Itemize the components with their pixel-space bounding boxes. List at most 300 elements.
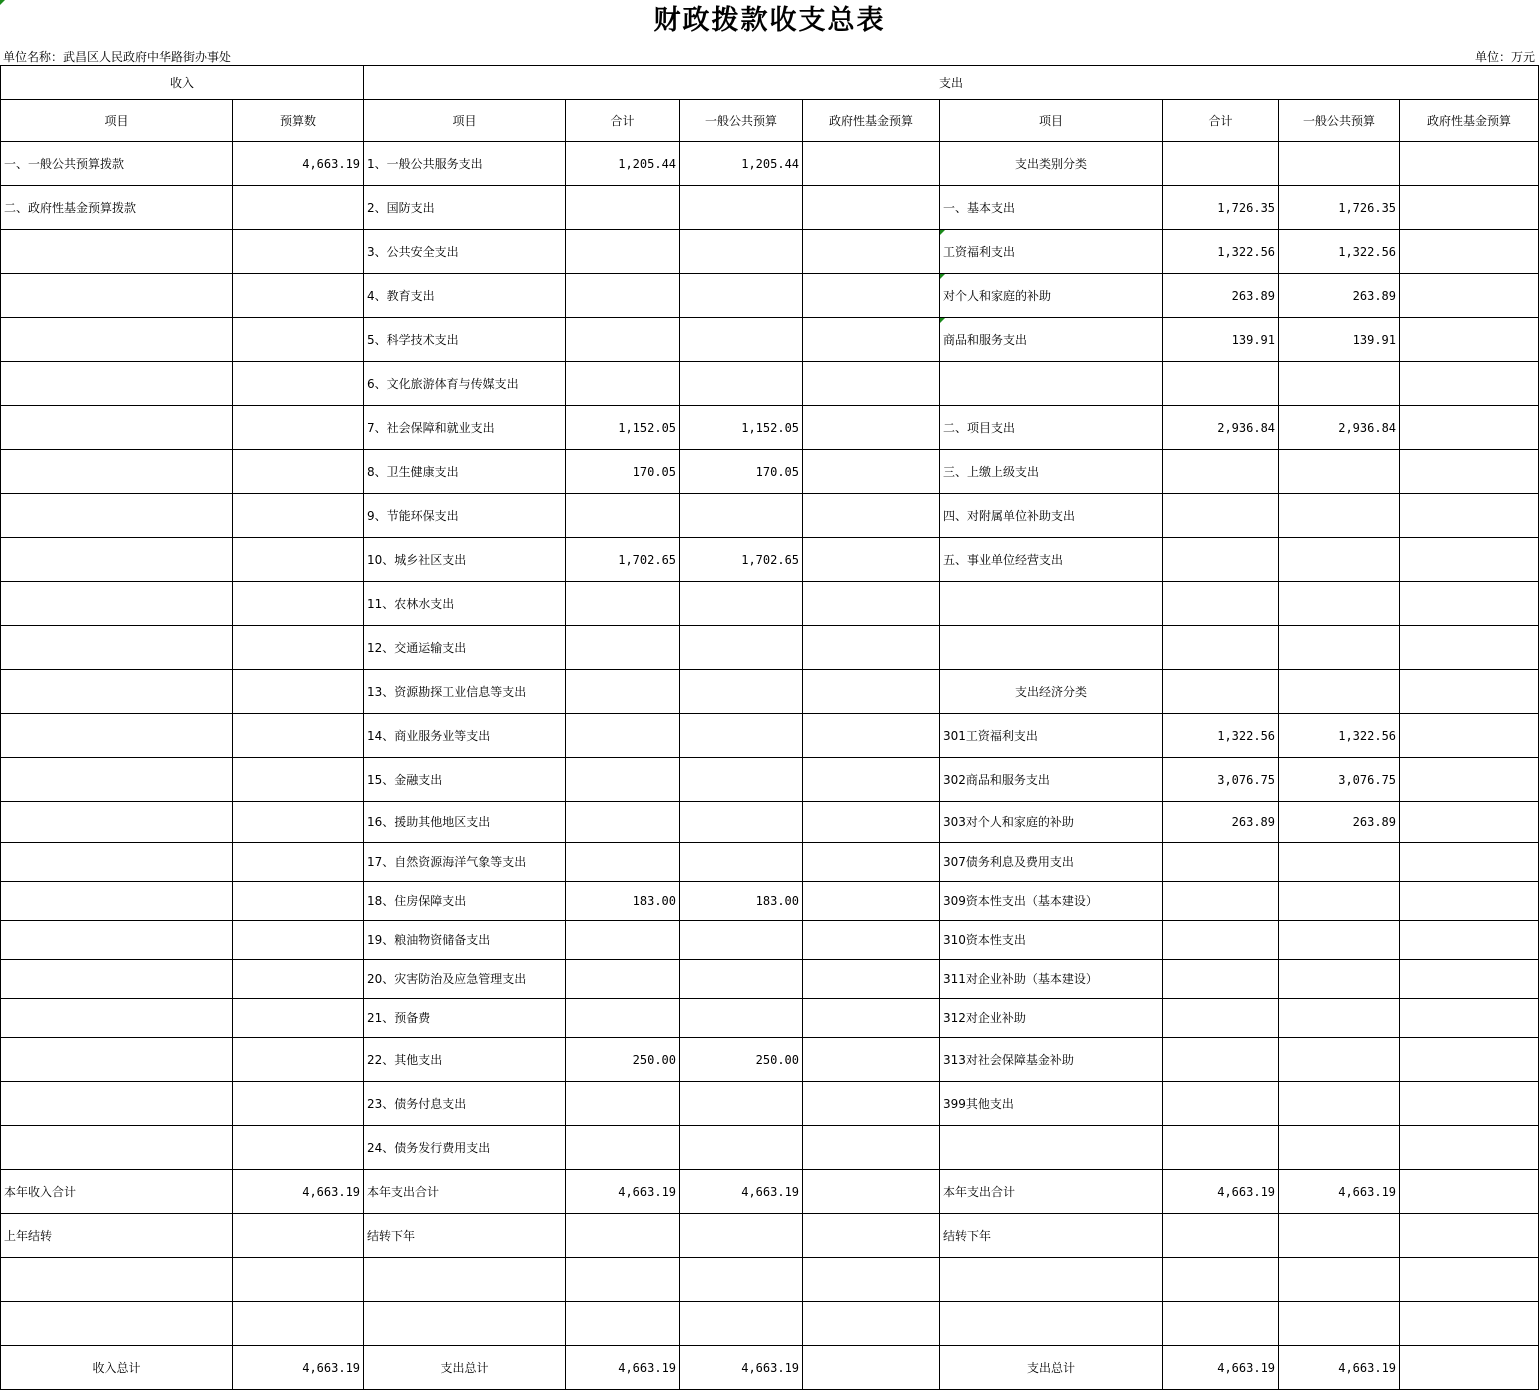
cell-a: [1, 1302, 233, 1346]
cell-a: [1, 802, 233, 843]
cell-b: [233, 921, 364, 960]
cell-c: 9、节能环保支出: [364, 494, 566, 538]
cell-e: [680, 802, 803, 843]
cell-e: [680, 274, 803, 318]
table-row: [1, 406, 1539, 450]
cell-b: 4,663.19: [233, 142, 364, 186]
cell-h: [1163, 626, 1279, 670]
cell-h: [1163, 450, 1279, 494]
expense-header: 支出: [364, 66, 1539, 100]
cell-a: [1, 1126, 233, 1170]
cell-g: 301工资福利支出: [940, 714, 1163, 758]
col-header: 项目: [1, 100, 233, 142]
cell-d: [566, 1126, 680, 1170]
cell-h: [1163, 582, 1279, 626]
cell-a: 收入总计: [1, 1346, 233, 1390]
cell-h: 4,663.19: [1163, 1170, 1279, 1214]
cell-j: [1400, 230, 1539, 274]
cell-c: 22、其他支出: [364, 1038, 566, 1082]
cell-f: [803, 882, 940, 921]
cell-a: [1, 670, 233, 714]
cell-c: 10、城乡社区支出: [364, 538, 566, 582]
table-row: [1, 274, 1539, 318]
cell-a: [1, 406, 233, 450]
col-header: 预算数: [233, 100, 364, 142]
cell-b: [233, 1082, 364, 1126]
cell-j: [1400, 538, 1539, 582]
cell-g: 二、项目支出: [940, 406, 1163, 450]
cell-j: [1400, 1038, 1539, 1082]
col-header: 一般公共预算: [680, 100, 803, 142]
cell-h: 1,726.35: [1163, 186, 1279, 230]
cell-d: 1,152.05: [566, 406, 680, 450]
cell-h: 2,936.84: [1163, 406, 1279, 450]
cell-g: 309资本性支出（基本建设）: [940, 882, 1163, 921]
cell-b: [233, 999, 364, 1038]
cell-g: 三、上缴上级支出: [940, 450, 1163, 494]
table-row: [1, 714, 1539, 758]
cell-g: [940, 582, 1163, 626]
cell-h: 263.89: [1163, 274, 1279, 318]
cell-a: [1, 882, 233, 921]
cell-g: 工资福利支出: [940, 230, 1163, 274]
cell-g: [940, 626, 1163, 670]
cell-g: 307债务利息及费用支出: [940, 843, 1163, 882]
cell-c: 23、债务付息支出: [364, 1082, 566, 1126]
cell-g: 311对企业补助（基本建设）: [940, 960, 1163, 999]
cell-c: 支出总计: [364, 1346, 566, 1390]
cell-i: 139.91: [1279, 318, 1400, 362]
cell-b: [233, 1126, 364, 1170]
cell-g: 商品和服务支出: [940, 318, 1163, 362]
cell-j: [1400, 362, 1539, 406]
cell-b: [233, 582, 364, 626]
cell-c: 15、金融支出: [364, 758, 566, 802]
cell-f: [803, 843, 940, 882]
cell-g: 302商品和服务支出: [940, 758, 1163, 802]
table-row: [1, 921, 1539, 960]
cell-j: [1400, 670, 1539, 714]
cell-e: [680, 1126, 803, 1170]
header-row-columns: [1, 100, 1539, 142]
cell-f: [803, 1082, 940, 1126]
col-header: 项目: [940, 100, 1163, 142]
cell-h: 263.89: [1163, 802, 1279, 843]
cell-i: [1279, 450, 1400, 494]
cell-d: [566, 274, 680, 318]
cell-h: [1163, 538, 1279, 582]
cell-h: [1163, 142, 1279, 186]
cell-a: [1, 274, 233, 318]
cell-e: [680, 1258, 803, 1302]
cell-g: 支出总计: [940, 1346, 1163, 1390]
cell-h: [1163, 960, 1279, 999]
cell-f: [803, 714, 940, 758]
cell-h: [1163, 1302, 1279, 1346]
cell-c: 14、商业服务业等支出: [364, 714, 566, 758]
cell-e: 170.05: [680, 450, 803, 494]
cell-h: [1163, 843, 1279, 882]
cell-a: [1, 999, 233, 1038]
cell-b: [233, 318, 364, 362]
cell-g: 313对社会保障基金补助: [940, 1038, 1163, 1082]
cell-i: 2,936.84: [1279, 406, 1400, 450]
cell-d: [566, 843, 680, 882]
cell-e: 4,663.19: [680, 1170, 803, 1214]
col-header: 合计: [566, 100, 680, 142]
cell-j: [1400, 1346, 1539, 1390]
cell-a: [1, 921, 233, 960]
cell-g: [940, 362, 1163, 406]
budget-table: [0, 65, 1539, 1390]
cell-d: [566, 1258, 680, 1302]
cell-c: 19、粮油物资储备支出: [364, 921, 566, 960]
table-row: [1, 1038, 1539, 1082]
cell-i: 1,726.35: [1279, 186, 1400, 230]
cell-h: [1163, 1082, 1279, 1126]
cell-j: [1400, 1214, 1539, 1258]
cell-d: 170.05: [566, 450, 680, 494]
cell-c: 13、资源勘探工业信息等支出: [364, 670, 566, 714]
cell-g: 303对个人和家庭的补助: [940, 802, 1163, 843]
cell-a: 一、一般公共预算拨款: [1, 142, 233, 186]
cell-a: [1, 318, 233, 362]
cell-h: 1,322.56: [1163, 230, 1279, 274]
cell-i: [1279, 494, 1400, 538]
cell-e: [680, 186, 803, 230]
cell-h: 139.91: [1163, 318, 1279, 362]
cell-g: 支出类别分类: [940, 142, 1163, 186]
cell-e: [680, 582, 803, 626]
cell-j: [1400, 999, 1539, 1038]
cell-i: 3,076.75: [1279, 758, 1400, 802]
cell-d: [566, 626, 680, 670]
cell-b: [233, 626, 364, 670]
cell-g: 一、基本支出: [940, 186, 1163, 230]
header-row-group: [1, 66, 1539, 100]
cell-c: 本年支出合计: [364, 1170, 566, 1214]
cell-j: [1400, 843, 1539, 882]
cell-b: [233, 538, 364, 582]
cell-c: 24、债务发行费用支出: [364, 1126, 566, 1170]
table-row: [1, 450, 1539, 494]
cell-c: 18、住房保障支出: [364, 882, 566, 921]
cell-i: [1279, 1038, 1400, 1082]
cell-g: 支出经济分类: [940, 670, 1163, 714]
cell-f: [803, 230, 940, 274]
cell-e: [680, 1082, 803, 1126]
cell-e: [680, 362, 803, 406]
cell-a: [1, 538, 233, 582]
col-header: 合计: [1163, 100, 1279, 142]
cell-h: [1163, 362, 1279, 406]
cell-b: 4,663.19: [233, 1170, 364, 1214]
cell-e: 1,205.44: [680, 142, 803, 186]
cell-d: [566, 186, 680, 230]
cell-e: [680, 1214, 803, 1258]
cell-f: [803, 538, 940, 582]
cell-i: [1279, 999, 1400, 1038]
table-row: [1, 1302, 1539, 1346]
cell-d: [566, 999, 680, 1038]
cell-f: [803, 142, 940, 186]
cell-a: [1, 626, 233, 670]
cell-c: 2、国防支出: [364, 186, 566, 230]
cell-g: 本年支出合计: [940, 1170, 1163, 1214]
cell-j: [1400, 142, 1539, 186]
cell-c: 4、教育支出: [364, 274, 566, 318]
cell-d: 1,205.44: [566, 142, 680, 186]
cell-f: [803, 1346, 940, 1390]
cell-f: [803, 670, 940, 714]
cell-d: [566, 230, 680, 274]
cell-c: 结转下年: [364, 1214, 566, 1258]
cell-a: [1, 230, 233, 274]
unit-name: 单位名称：武昌区人民政府中华路街办事处: [3, 50, 232, 64]
cell-c: 21、预备费: [364, 999, 566, 1038]
cell-c: 11、农林水支出: [364, 582, 566, 626]
cell-e: 1,702.65: [680, 538, 803, 582]
cell-b: [233, 802, 364, 843]
cell-a: [1, 362, 233, 406]
cell-f: [803, 626, 940, 670]
cell-d: [566, 1214, 680, 1258]
cell-f: [803, 1126, 940, 1170]
cell-i: [1279, 1082, 1400, 1126]
cell-f: [803, 450, 940, 494]
cell-b: [233, 960, 364, 999]
col-header: 政府性基金预算: [803, 100, 940, 142]
cell-b: [233, 714, 364, 758]
cell-i: [1279, 142, 1400, 186]
cell-d: [566, 921, 680, 960]
cell-a: [1, 1258, 233, 1302]
cell-j: [1400, 960, 1539, 999]
cell-b: [233, 406, 364, 450]
cell-f: [803, 1170, 940, 1214]
cell-j: [1400, 450, 1539, 494]
table-row: [1, 1258, 1539, 1302]
cell-h: [1163, 921, 1279, 960]
col-header: 一般公共预算: [1279, 100, 1400, 142]
cell-c: [364, 1302, 566, 1346]
table-row: [1, 494, 1539, 538]
cell-d: 1,702.65: [566, 538, 680, 582]
cell-d: 4,663.19: [566, 1170, 680, 1214]
cell-e: [680, 230, 803, 274]
cell-j: [1400, 186, 1539, 230]
table-row: [1, 1214, 1539, 1258]
cell-i: [1279, 1126, 1400, 1170]
cell-a: [1, 494, 233, 538]
cell-h: [1163, 1038, 1279, 1082]
cell-a: 本年收入合计: [1, 1170, 233, 1214]
cell-c: 7、社会保障和就业支出: [364, 406, 566, 450]
cell-b: [233, 274, 364, 318]
cell-a: 上年结转: [1, 1214, 233, 1258]
cell-g: 310资本性支出: [940, 921, 1163, 960]
cell-d: [566, 494, 680, 538]
cell-g: 312对企业补助: [940, 999, 1163, 1038]
cell-b: [233, 843, 364, 882]
cell-f: [803, 802, 940, 843]
cell-b: [233, 230, 364, 274]
cell-e: [680, 843, 803, 882]
cell-e: [680, 921, 803, 960]
cell-g: 结转下年: [940, 1214, 1163, 1258]
cell-a: [1, 843, 233, 882]
cell-b: [233, 1038, 364, 1082]
table-row: [1, 670, 1539, 714]
cell-h: [1163, 670, 1279, 714]
cell-i: 4,663.19: [1279, 1346, 1400, 1390]
cell-c: 1、一般公共服务支出: [364, 142, 566, 186]
cell-d: 250.00: [566, 1038, 680, 1082]
table-row: [1, 802, 1539, 843]
cell-a: [1, 758, 233, 802]
table-row: [1, 582, 1539, 626]
cell-g: [940, 1126, 1163, 1170]
cell-f: [803, 582, 940, 626]
cell-a: [1, 582, 233, 626]
cell-h: 3,076.75: [1163, 758, 1279, 802]
cell-c: 8、卫生健康支出: [364, 450, 566, 494]
cell-c: 6、文化旅游体育与传媒支出: [364, 362, 566, 406]
cell-i: [1279, 1258, 1400, 1302]
cell-e: [680, 999, 803, 1038]
cell-j: [1400, 494, 1539, 538]
table-row: [1, 626, 1539, 670]
cell-d: 4,663.19: [566, 1346, 680, 1390]
cell-f: [803, 999, 940, 1038]
table-row: [1, 843, 1539, 882]
cell-e: [680, 960, 803, 999]
cell-f: [803, 758, 940, 802]
unit-label: 单位：万元: [1474, 50, 1535, 64]
cell-b: [233, 758, 364, 802]
cell-i: [1279, 670, 1400, 714]
cell-d: [566, 714, 680, 758]
table-row: [1, 1170, 1539, 1214]
cell-g: 399其他支出: [940, 1082, 1163, 1126]
cell-b: 4,663.19: [233, 1346, 364, 1390]
cell-j: [1400, 406, 1539, 450]
cell-a: [1, 960, 233, 999]
cell-h: [1163, 999, 1279, 1038]
cell-i: [1279, 921, 1400, 960]
cell-j: [1400, 714, 1539, 758]
cell-i: [1279, 960, 1400, 999]
cell-h: [1163, 1258, 1279, 1302]
cell-j: [1400, 1302, 1539, 1346]
table-row: [1, 882, 1539, 921]
table-row: [1, 186, 1539, 230]
cell-c: 16、援助其他地区支出: [364, 802, 566, 843]
cell-h: [1163, 1126, 1279, 1170]
page-title: 财政拨款收支总表: [653, 5, 886, 36]
cell-d: [566, 802, 680, 843]
cell-e: [680, 670, 803, 714]
cell-i: 1,322.56: [1279, 230, 1400, 274]
cell-f: [803, 318, 940, 362]
cell-g: 四、对附属单位补助支出: [940, 494, 1163, 538]
cell-i: 4,663.19: [1279, 1170, 1400, 1214]
cell-j: [1400, 1258, 1539, 1302]
cell-b: [233, 362, 364, 406]
cell-j: [1400, 802, 1539, 843]
table-row: [1, 230, 1539, 274]
cell-j: [1400, 882, 1539, 921]
cell-h: [1163, 494, 1279, 538]
table-row: [1, 1126, 1539, 1170]
cell-d: [566, 758, 680, 802]
cell-i: [1279, 882, 1400, 921]
table-row: [1, 1346, 1539, 1390]
cell-e: [680, 494, 803, 538]
cell-e: [680, 626, 803, 670]
cell-j: [1400, 1126, 1539, 1170]
cell-f: [803, 1302, 940, 1346]
cell-j: [1400, 758, 1539, 802]
cell-f: [803, 362, 940, 406]
cell-g: [940, 1302, 1163, 1346]
cell-g: 五、事业单位经营支出: [940, 538, 1163, 582]
cell-e: 1,152.05: [680, 406, 803, 450]
cell-c: [364, 1258, 566, 1302]
cell-i: [1279, 626, 1400, 670]
cell-d: [566, 362, 680, 406]
cell-f: [803, 960, 940, 999]
cell-f: [803, 274, 940, 318]
cell-d: [566, 1082, 680, 1126]
cell-b: [233, 1214, 364, 1258]
cell-b: [233, 1258, 364, 1302]
cell-c: 3、公共安全支出: [364, 230, 566, 274]
cell-f: [803, 186, 940, 230]
cell-i: [1279, 362, 1400, 406]
cell-b: [233, 450, 364, 494]
table-row: [1, 999, 1539, 1038]
cell-f: [803, 1038, 940, 1082]
cell-h: [1163, 882, 1279, 921]
cell-g: 对个人和家庭的补助: [940, 274, 1163, 318]
cell-j: [1400, 318, 1539, 362]
table-row: [1, 538, 1539, 582]
table-row: [1, 960, 1539, 999]
cell-f: [803, 406, 940, 450]
cell-h: 4,663.19: [1163, 1346, 1279, 1390]
cell-e: 4,663.19: [680, 1346, 803, 1390]
cell-a: 二、政府性基金预算拨款: [1, 186, 233, 230]
cell-i: [1279, 843, 1400, 882]
cell-e: [680, 758, 803, 802]
cell-d: [566, 960, 680, 999]
cell-a: [1, 450, 233, 494]
table-row: [1, 1082, 1539, 1126]
income-header: 收入: [1, 66, 364, 100]
cell-c: 17、自然资源海洋气象等支出: [364, 843, 566, 882]
cell-d: [566, 318, 680, 362]
cell-d: 183.00: [566, 882, 680, 921]
cell-c: 20、灾害防治及应急管理支出: [364, 960, 566, 999]
cell-i: [1279, 538, 1400, 582]
cell-g: [940, 1258, 1163, 1302]
cell-i: [1279, 1214, 1400, 1258]
cell-f: [803, 921, 940, 960]
cell-f: [803, 494, 940, 538]
cell-d: [566, 582, 680, 626]
cell-b: [233, 186, 364, 230]
